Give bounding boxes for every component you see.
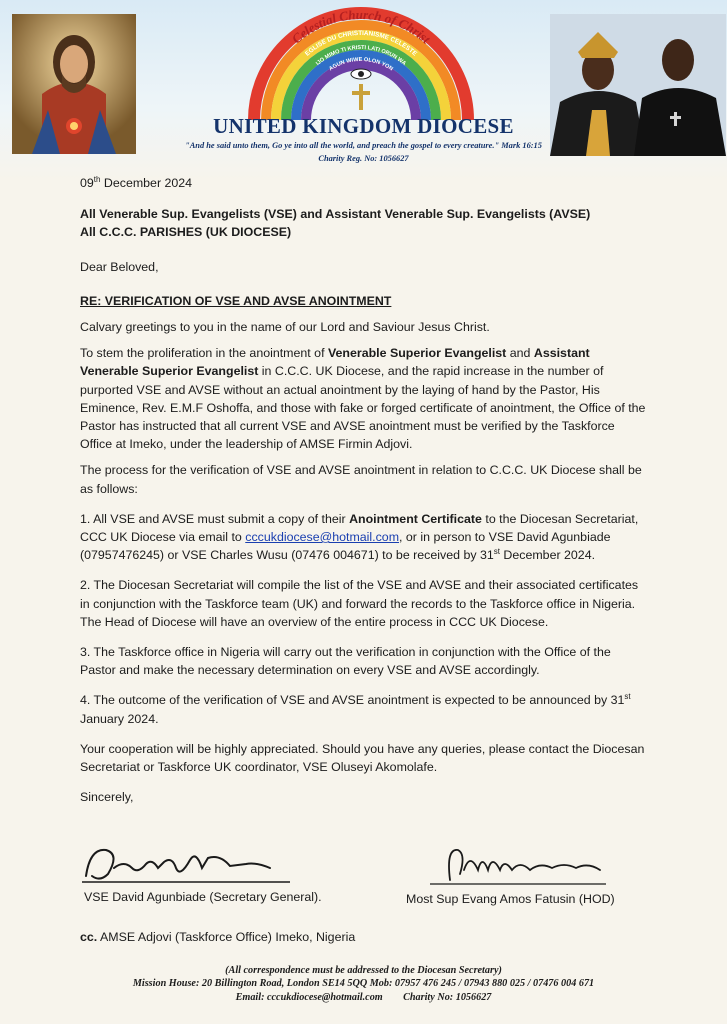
cc-line — [80, 930, 355, 944]
footer — [0, 964, 727, 1024]
email-link[interactable]: cccukdiocese@hotmail.com — [245, 530, 400, 545]
paragraph-process: The process for the verification of VSE and AVSE anointment in relation to C.C.C. UK Diocese shall be as follows: — [80, 463, 642, 496]
paragraph-purpose — [80, 344, 646, 453]
list-item-2: 2. The Diocesan Secretariat will compile the list of the VSE and AVSE and their associated certificates in conjunction with the Taskforce team (UK) and forward the records to the Taskforce office in Nigeria. The Head of Diocese will have an overview of the entire process in CCC UK Diocese. — [80, 578, 639, 629]
salutation: Dear Beloved, — [80, 259, 159, 274]
closing-paragraph: Your cooperation will be highly appreciated. Should you have any queries, please contact the Diocesan Secretariat or Taskforce UK coordinator, VSE Oluseyi Akomolafe. — [80, 741, 645, 775]
addressee-line-2: All C.C.C. PARISHES (UK DIOCESE) — [80, 225, 292, 240]
arc-text-inner-1: IJO MIMO TI KRISTI LATI ORUN WA — [315, 44, 407, 68]
item4-text-a: 4. The outcome of the verification of VSE and AVSE anointment is expected to be announced by 31 — [80, 693, 625, 708]
letterhead — [0, 0, 727, 180]
footer-line-1: (All correspondence must be addressed to the Diocesan Secretary) — [225, 965, 502, 976]
church-arc-logo — [248, 4, 474, 120]
item4-sup: st — [624, 692, 631, 702]
item1-text-b: Anointment Certificate — [349, 511, 482, 526]
purpose-text-b: Venerable Superior Evangelist — [327, 346, 507, 361]
purpose-text-a: To stem the proliferation in the anointment of — [80, 346, 328, 361]
list-item-3: 3. The Taskforce office in Nigeria will carry out the verification in conjunction with the Office of the Pastor and make the necessary determination on every VSE and AVSE accordingly. — [80, 645, 611, 678]
list-item-1 — [80, 510, 646, 565]
sign-off: Sincerely, — [80, 790, 134, 805]
arc-text-mid: EGLISE DU CHRISTIANISME CELESTE — [303, 29, 419, 58]
cc-label: cc. — [80, 930, 98, 944]
charity-reg-number: Charity Reg. No: 1056627 — [318, 154, 409, 163]
signature-right-image — [430, 840, 610, 890]
addressee-line-1: All Venerable Sup. Evangelists (VSE) and Assistant Venerable Sup. Evangelists (AVSE) — [80, 207, 591, 222]
arc-text-inner-2: AGUN WIWE OLON YON — [328, 56, 394, 73]
item1-text-a: 1. All VSE and AVSE must submit a copy of their — [80, 511, 350, 526]
item1-sup: st — [493, 547, 500, 557]
purpose-text-c: and — [506, 346, 534, 361]
date-rest: December 2024 — [100, 176, 193, 190]
item1-text-c: to the Diocesan Secretariat, CCC UK Diocese via email to — [80, 511, 639, 545]
list-item-4 — [80, 691, 646, 727]
signatory-right: Most Sup Evang Amos Fatusin (HOD) — [406, 892, 615, 906]
letter-date — [80, 174, 646, 192]
subject-line: RE: VERIFICATION OF VSE AND AVSE ANOINTMENT — [80, 293, 392, 308]
footer-line-3: Email: cccukdiocese@hotmail.com Charity No: 1056627 — [235, 991, 492, 1003]
item1-text-e: December 2024. — [499, 548, 596, 563]
eye-icon — [351, 69, 371, 79]
greeting: Calvary greetings to you in the name of our Lord and Saviour Jesus Christ. — [80, 320, 490, 335]
date-suffix: th — [93, 174, 101, 184]
cross-icon — [352, 84, 370, 110]
signatory-left: VSE David Agunbiade (Secretary General). — [84, 890, 322, 904]
footer-line-2: Mission House: 20 Billington Road, London SE14 5QQ Mob: 07957 476 245 / 07943 880 025 / 07476 004 671 — [132, 978, 595, 990]
diocese-title: UNITED KINGDOM DIOCESE — [213, 114, 514, 138]
purpose-text-e: in C.C.C. UK Diocese, and the rapid increase in the number of purported VSE and AVSE without an actual anointment by the laying of hand by the Pastor, His Eminence, Rev. E.M.F Oshoffa, and those with fake or forged certificate of anointment, the Office of the Pastor has instructed that all current VSE and AVSE anointment must be verified by the Taskforce Office at Imeko, under the leadership of AMSE Firmin Adjovi. — [80, 364, 646, 452]
signature-left-image — [80, 838, 300, 890]
item1-text-d: , or in person to VSE David Agunbiade (07957476245) or VSE Charles Wusu (07476 004671) to be received by 31 — [80, 530, 611, 563]
scripture-quote: "And he said unto them, Go ye into all the world, and preach the gospel to every creature." Mark 16:15 — [185, 141, 542, 150]
letter-body — [80, 174, 646, 806]
item4-text-b: January 2024. — [80, 711, 159, 726]
purpose-text-d: Assistant Venerable Superior Evangelist — [80, 346, 590, 379]
date-day: 09 — [80, 176, 94, 190]
cc-text: AMSE Adjovi (Taskforce Office) Imeko, Nigeria — [97, 930, 356, 944]
arc-text-outer: Celestial Church of Christ — [288, 6, 434, 47]
